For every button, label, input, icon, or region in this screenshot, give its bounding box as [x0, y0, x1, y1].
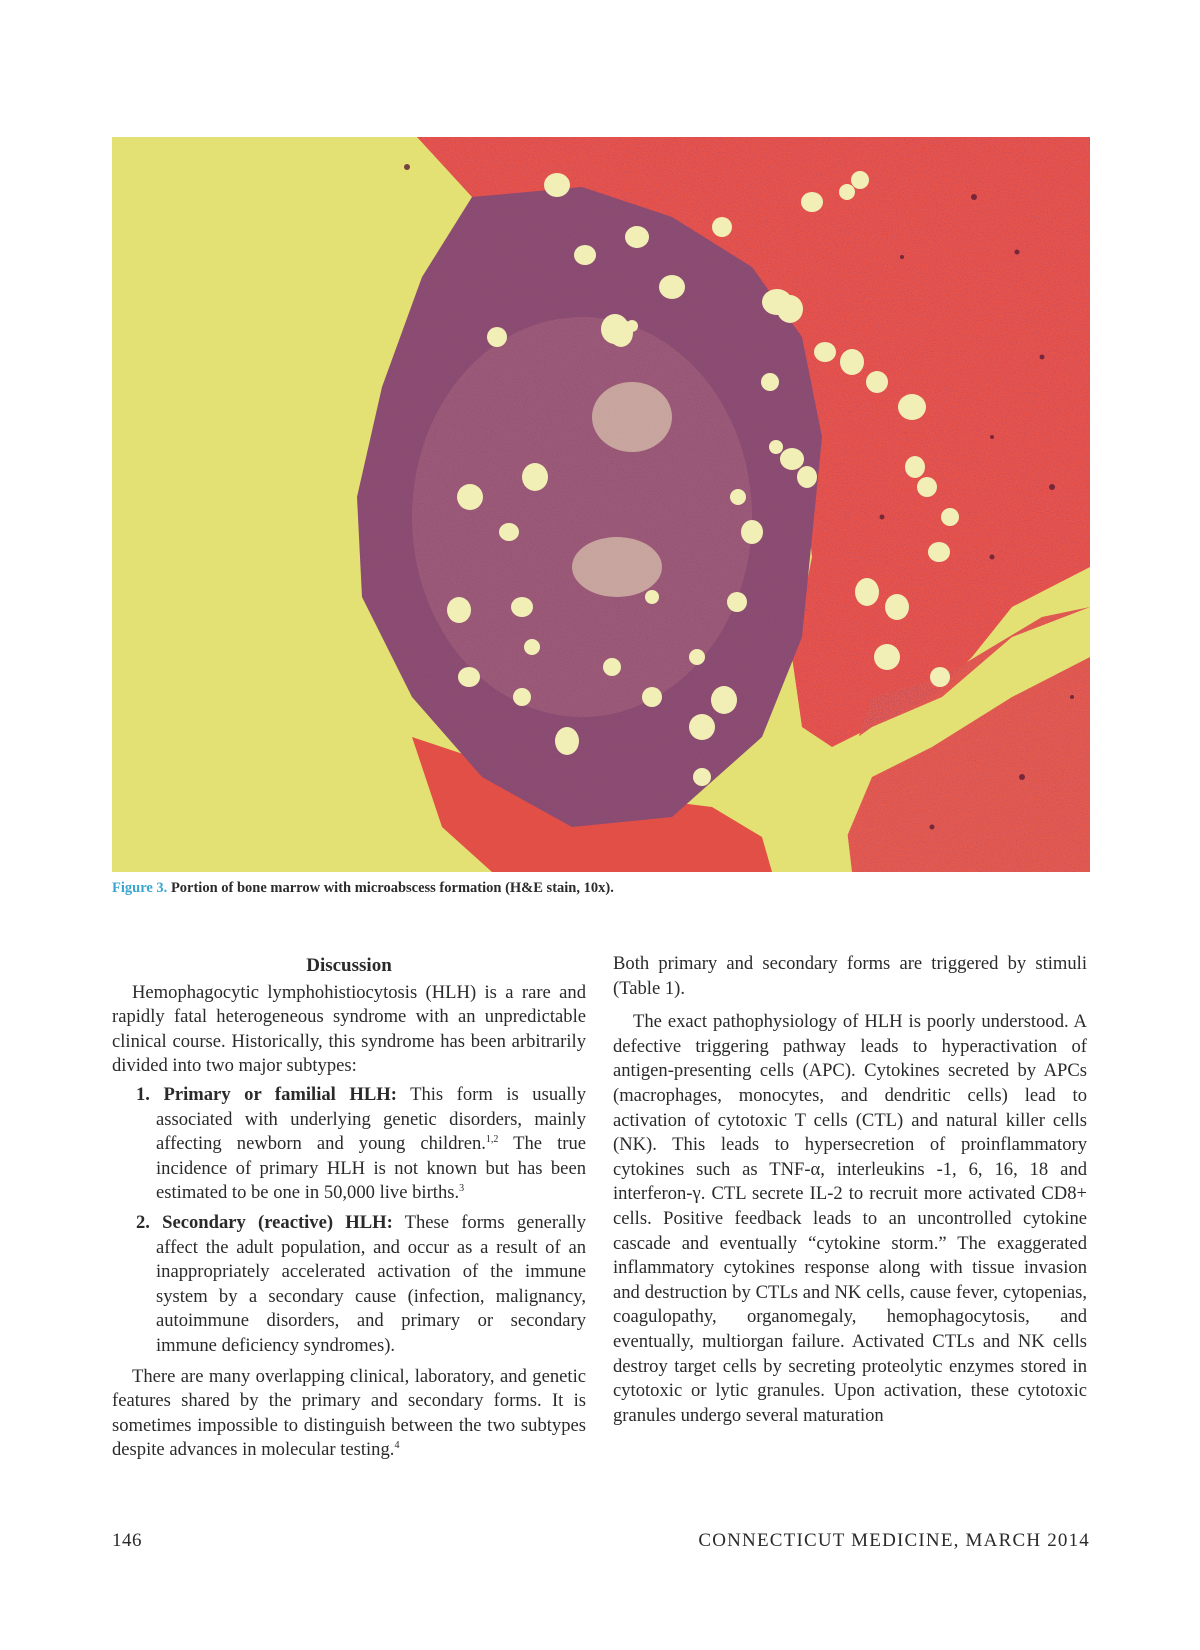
right-column — [613, 952, 1087, 1428]
left-column — [112, 952, 586, 1463]
bone-marrow-micrograph — [112, 137, 1090, 872]
figure-caption-text: Portion of bone marrow with microabscess formation (H&E stain, 10x). — [167, 880, 614, 896]
closing-text: There are many overlapping clinical, laboratory, and genetic features shared by the primary and secondary forms. It is sometimes impossible to distinguish between the two subtypes despite advances in molecular testing. — [112, 1365, 586, 1461]
trigger-paragraph: Both primary and secondary forms are triggered by stimuli (Table 1). — [613, 953, 1087, 999]
figure-caption — [112, 880, 1090, 897]
list-text: These forms generally affect the adult population, and occur as a result of an inappropriately accelerated activation of the immune system by a secondary cause (infection, malignancy, autoimmune disorders, and primary or secondary immune deficiency syndromes). — [156, 1211, 586, 1356]
closing-paragraph — [112, 1365, 586, 1463]
figure-label: Figure 3. — [112, 880, 168, 896]
list-item — [112, 1083, 586, 1206]
page-number: 146 — [112, 1530, 142, 1551]
reference-superscript: 4 — [394, 1440, 400, 1452]
reference-superscript: 1,2 — [485, 1134, 499, 1146]
journal-footer: CONNECTICUT MEDICINE, MARCH 2014 — [698, 1530, 1090, 1551]
list-text: The true incidence of primary HLH is not known but has been estimated to be one in 50,000 live births. — [156, 1133, 586, 1204]
reference-superscript: 3 — [459, 1183, 465, 1195]
list-term: Primary or familial HLH: — [163, 1083, 397, 1105]
list-text: This form is usually associated with underlying genetic disorders, mainly affecting newborn and young children. — [156, 1083, 587, 1155]
list-number: 2. — [136, 1211, 150, 1233]
list-number: 1. — [136, 1083, 150, 1105]
list-term: Secondary (reactive) HLH: — [162, 1211, 393, 1233]
subtype-list — [112, 1083, 586, 1359]
section-heading: Discussion — [306, 955, 392, 976]
figure-3-micrograph — [112, 137, 1090, 872]
list-item — [112, 1211, 586, 1359]
pathophysiology-paragraph: The exact pathophysiology of HLH is poorly understood. A defective triggering pathway leads to hyperactivation of antigen-presenting cells (APC). Cytokines secreted by APCs (macrophages, monocytes, and dendritic cells) lead to activation of cytotoxic T cells (CTL) and natural killer cells (NK). This leads to hypersecretion of proinflammatory cytokines such as TNF-α, interleukins -1, 6, 16, 18 and interferon-γ. CTL secrete IL-2 to recruit more activated CD8+ cells. Positive feedback leads to an uncontrolled cytokine cascade and eventually “cytokine storm.” The exaggerated inflammatory cytokines response along with tissue invasion and destruction by CTLs and NK cells, cause fever, cytopenias, coagulopathy, organomegaly, hemophagocytosis, and eventually, multiorgan failure. Activated CTLs and NK cells destroy target cells by secreting proteolytic enzymes stored in cytotoxic or lytic granules. Upon activation, these cytotoxic granules undergo several maturation — [613, 1011, 1087, 1426]
intro-paragraph: Hemophagocytic lymphohistiocytosis (HLH) is a rare and rapidly fatal heterogeneous syndrome with an unpredictable clinical course. Historically, this syndrome has been arbitrarily divided into two major subtypes: — [112, 981, 586, 1077]
